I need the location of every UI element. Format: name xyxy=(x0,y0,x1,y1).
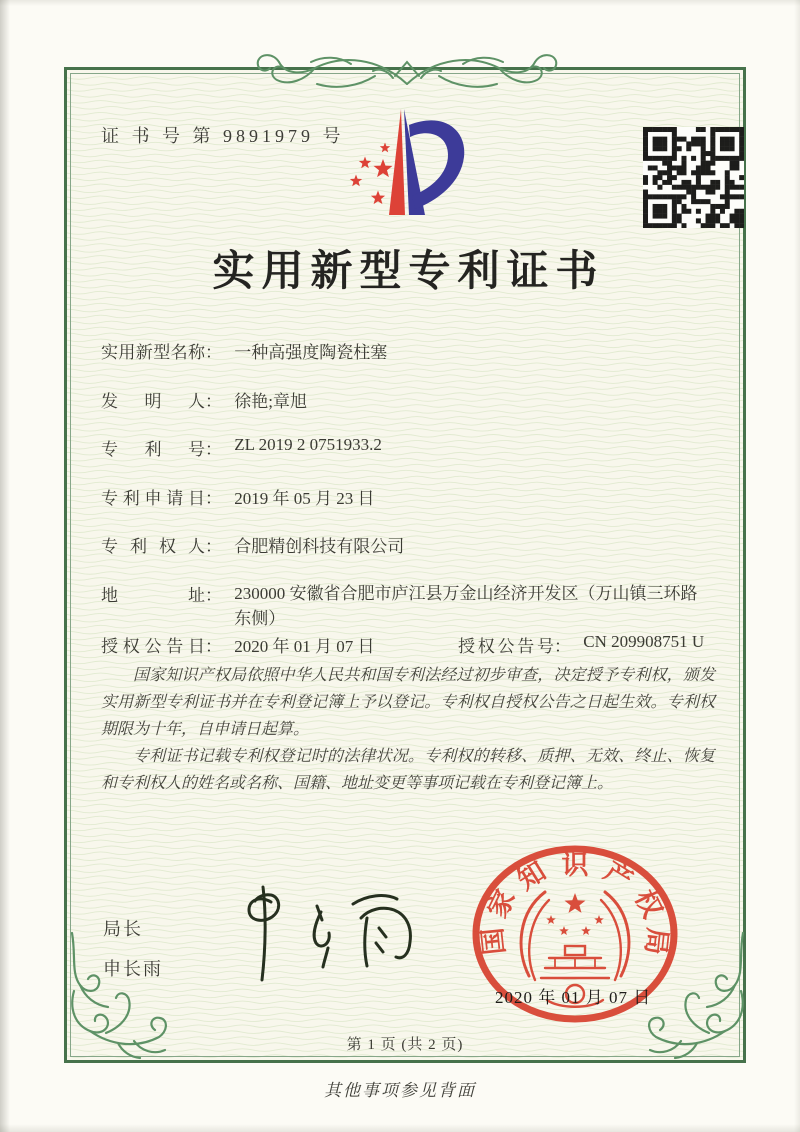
field-row-name xyxy=(101,338,387,363)
svg-text:家: 家 xyxy=(482,885,521,923)
svg-text:局: 局 xyxy=(640,926,673,957)
field-colon: ： xyxy=(205,392,222,411)
certificate-frame xyxy=(64,67,746,1063)
field-colon: ： xyxy=(205,537,222,556)
grant-number-pair xyxy=(458,632,705,657)
svg-text:知: 知 xyxy=(512,855,552,896)
paper-edge-shadow xyxy=(794,0,800,1132)
commissioner-signature-icon xyxy=(225,882,441,986)
field-value: 徐艳;章旭 xyxy=(234,392,307,411)
paper-edge-shadow xyxy=(0,0,800,6)
svg-text:识: 识 xyxy=(561,850,589,881)
seal-date: 2020 年 01 月 07 日 xyxy=(495,988,652,1007)
field-value: ZL 2019 2 0751933.2 xyxy=(234,435,382,454)
field-value: 230000 安徽省合肥市庐江县万金山经济开发区（万山镇三环路东侧） xyxy=(234,584,698,628)
field-label: 专利号 xyxy=(101,440,205,459)
field-label: 授权公告号 xyxy=(458,637,554,656)
field-label: 实用新型名称 xyxy=(101,343,205,362)
field-value: 一种高强度陶瓷柱塞 xyxy=(234,343,388,362)
field-row-patentee xyxy=(101,532,404,557)
field-value: 合肥精创科技有限公司 xyxy=(234,537,405,556)
legal-paragraph-1: 国家知识产权局依照中华人民共和国专利法经过初步审查，决定授予专利权，颁发实用新型专利证书并在专利登记簿上予以登记。专利权自授权公告之日起生效。专利权期限为十年，自申请日起算。 xyxy=(101,667,715,738)
field-row-grant xyxy=(101,632,705,657)
commissioner-block xyxy=(103,915,163,995)
page-number: 第 1 页 (共 2 页) xyxy=(346,1037,464,1053)
field-colon: ： xyxy=(205,637,222,656)
commissioner-name: 申长雨 xyxy=(103,959,163,979)
field-colon: ： xyxy=(554,637,571,656)
top-border-ornament-icon xyxy=(251,44,563,104)
certificate-title: 实用新型专利证书 xyxy=(212,249,605,295)
svg-text:产: 产 xyxy=(598,855,638,896)
field-value: 2019 年 05 月 23 日 xyxy=(234,489,375,508)
grant-number-value: CN 209908751 U xyxy=(583,632,705,651)
back-note: 其他事项参见背面 xyxy=(324,1081,476,1100)
field-colon: ： xyxy=(205,489,222,508)
field-row-patent-number xyxy=(101,435,382,460)
certificate-number: 证 书 号 第 9891979 号 xyxy=(101,126,345,146)
commissioner-title: 局长 xyxy=(103,919,143,939)
paper-edge-shadow xyxy=(0,1124,800,1132)
field-label: 专利申请日 xyxy=(101,489,205,508)
grant-date-value: 2020 年 01 月 07 日 xyxy=(234,637,375,656)
field-colon: ： xyxy=(205,440,222,459)
qr-code xyxy=(643,127,744,228)
svg-text:权: 权 xyxy=(629,885,668,923)
field-colon: ： xyxy=(205,343,222,362)
field-colon: ： xyxy=(205,586,222,605)
svg-text:国: 国 xyxy=(477,926,510,957)
field-label: 专利权人 xyxy=(101,537,205,556)
paper-edge-shadow xyxy=(0,0,10,1132)
legal-text xyxy=(101,662,715,797)
field-row-filing-date xyxy=(101,484,375,509)
field-row-address xyxy=(101,581,712,631)
field-label: 发明人 xyxy=(101,392,205,411)
field-row-inventors xyxy=(101,387,307,412)
cnipa-logo-icon xyxy=(335,103,475,221)
field-label: 授权公告日 xyxy=(101,637,205,656)
legal-paragraph-2: 专利证书记载专利权登记时的法律状况。专利权的转移、质押、无效、终止、恢复和专利权人的姓名或名称、国籍、地址变更等事项记载在专利登记簿上。 xyxy=(101,748,715,792)
field-label: 地址 xyxy=(101,586,205,605)
